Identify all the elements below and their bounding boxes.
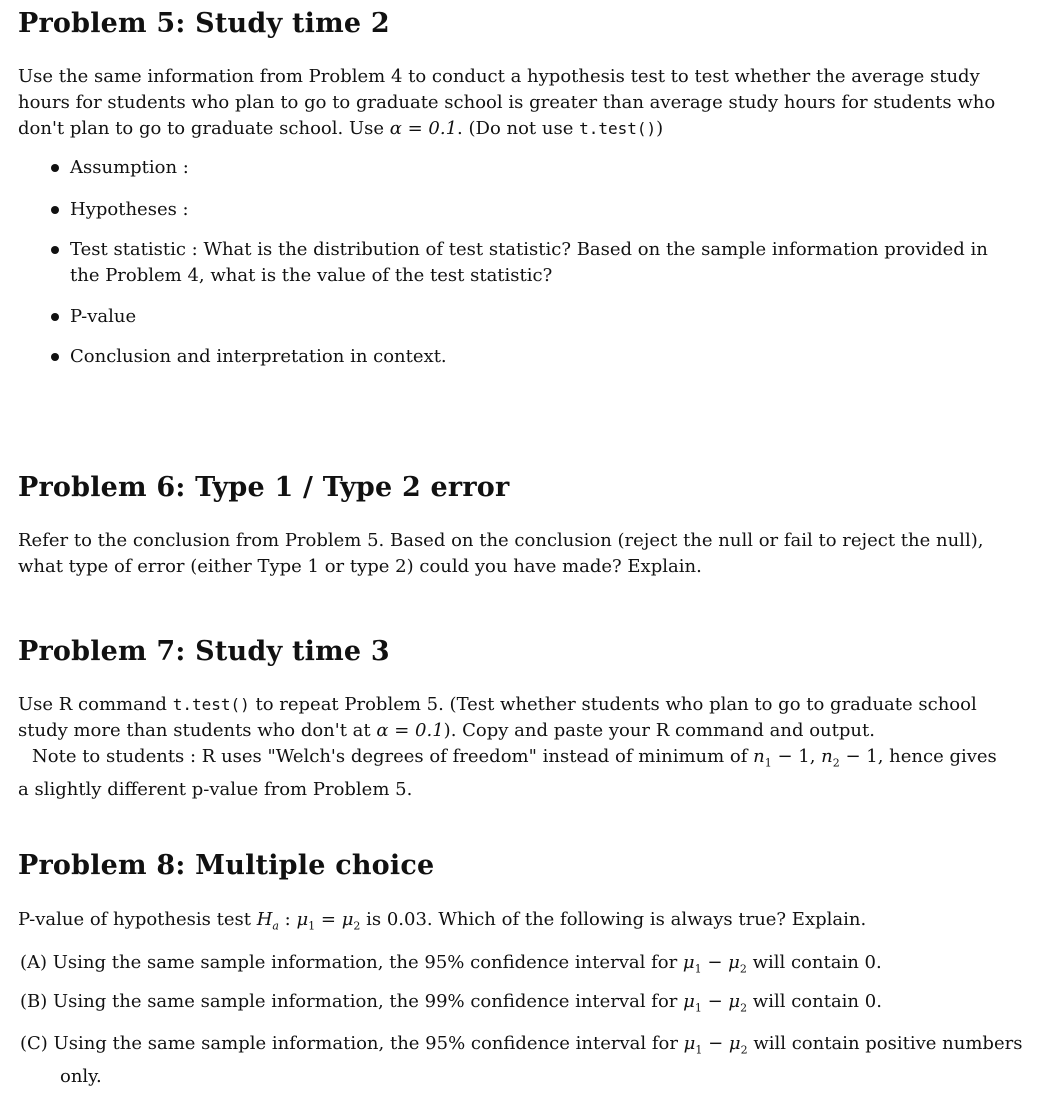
mu2-subscript: 2: [353, 919, 361, 933]
t-test-code: t.test(): [172, 695, 250, 714]
problem-7-text-a: Use R command: [18, 694, 173, 715]
problem-7-text-c: ). Copy and paste your R command and output.: [443, 720, 875, 741]
mu-symbol: μ: [683, 1033, 696, 1054]
bullet-conclusion: [18, 344, 1003, 370]
n1-tail: − 1,: [771, 746, 822, 767]
choice-post: will contain positive numbers only.: [60, 1033, 1023, 1087]
choice-b: [20, 989, 1045, 1022]
minus: −: [701, 952, 729, 973]
problem-8-question: [18, 907, 1003, 940]
t-test-code: t.test(): [579, 119, 657, 138]
mu2-subscript: 2: [740, 1001, 748, 1015]
problem-6-title: Problem 6: Type 1 / Type 2 error: [18, 472, 510, 503]
bullet-text: P-value: [70, 306, 137, 327]
n1-subscript: 1: [764, 756, 772, 770]
bullet-hypotheses: [18, 197, 1003, 223]
bullet-test-statistic: [18, 237, 1003, 289]
choice-a: [20, 950, 1045, 983]
mu1-subscript: 1: [694, 1001, 702, 1015]
bullet-dot-icon: [51, 246, 59, 254]
alpha-equation: α = 0.1: [376, 720, 444, 741]
bullet-assumption: [18, 155, 1003, 181]
bullet-text: Conclusion and interpretation in context.: [70, 346, 447, 367]
bullet-text: Test statistic : What is the distribution of test statistic? Based on the sample information provided in the Problem 4, what is the value of the test statistic?: [70, 239, 988, 286]
bullet-text: Assumption :: [70, 157, 189, 178]
mu-symbol: μ: [728, 952, 740, 973]
mu-symbol: μ: [728, 991, 741, 1012]
minus: −: [702, 1033, 729, 1054]
problem-7-note-b: , hence gives a slightly different p-value from Problem 5.: [18, 746, 997, 800]
problem-8-title: Problem 8: Multiple choice: [18, 850, 435, 881]
question-a: P-value of hypothesis test: [18, 909, 257, 930]
problem-5-intro-b: . (Do not use: [457, 118, 580, 139]
mu1-subscript: 1: [308, 919, 316, 933]
mu1-subscript: 1: [695, 1043, 703, 1057]
choice-post: will contain 0.: [746, 952, 882, 973]
minus: −: [701, 991, 729, 1012]
problem-5-intro-c: ): [656, 118, 664, 139]
bullet-dot-icon: [51, 313, 59, 321]
bullet-dot-icon: [51, 353, 59, 361]
alpha-equation: α = 0.1: [389, 118, 458, 139]
problem-5-intro-a: Use the same information from Problem 4 to conduct a hypothesis test to test whether the average study hours for students who plan to go to graduate school is greater than average study hours for students who don't plan to go to graduate school. Use: [18, 66, 996, 139]
bullet-text: Hypotheses :: [70, 199, 189, 220]
mu-symbol: μ: [296, 909, 309, 930]
mu-symbol: μ: [341, 909, 354, 930]
h-symbol: H: [256, 909, 273, 930]
choice-pre: (A) Using the same sample information, the 95% confidence interval for: [20, 952, 683, 973]
h-subscript: a: [272, 919, 279, 933]
choice-post: will contain 0.: [747, 991, 882, 1012]
problem-7-text: [18, 692, 1003, 803]
n1-symbol: n: [753, 746, 765, 767]
colon: :: [278, 909, 297, 930]
mu-symbol: μ: [682, 952, 695, 973]
bullet-p-value: [18, 304, 1003, 330]
mu1-subscript: 1: [694, 962, 702, 976]
choice-pre: (B) Using the same sample information, the 99% confidence interval for: [20, 991, 684, 1012]
bullet-dot-icon: [51, 164, 59, 172]
problem-5-intro: [18, 64, 1003, 142]
problem-6-text: Refer to the conclusion from Problem 5. Based on the conclusion (reject the null or fail to reject the null), what type of error (either Type 1 or type 2) could you have made? Explain.: [18, 530, 984, 577]
problem-5-title: Problem 5: Study time 2: [18, 8, 390, 39]
choice-pre: (C) Using the same sample information, the 95% confidence interval for: [20, 1033, 684, 1054]
problem-5-bullet-list: [18, 155, 1003, 370]
bullet-dot-icon: [51, 206, 59, 214]
mu2-subscript: 2: [739, 962, 747, 976]
n2-symbol: n: [821, 746, 833, 767]
equals: =: [315, 909, 342, 930]
problem-7-note-a: Note to students : R uses "Welch's degrees of freedom" instead of minimum of: [32, 746, 754, 767]
mu-symbol: μ: [728, 1033, 741, 1054]
mu-symbol: μ: [683, 991, 695, 1012]
n2-tail: − 1: [839, 746, 878, 767]
mu2-subscript: 2: [740, 1043, 748, 1057]
choice-c: [20, 1031, 1045, 1090]
n2-subscript: 2: [832, 756, 840, 770]
problem-7-title: Problem 7: Study time 3: [18, 636, 390, 667]
problem-7-text-b: to repeat Problem 5. (Test whether students who plan to go to graduate school study more than students who don't at: [18, 694, 977, 741]
question-b: is 0.03. Which of the following is always true? Explain.: [360, 909, 867, 930]
